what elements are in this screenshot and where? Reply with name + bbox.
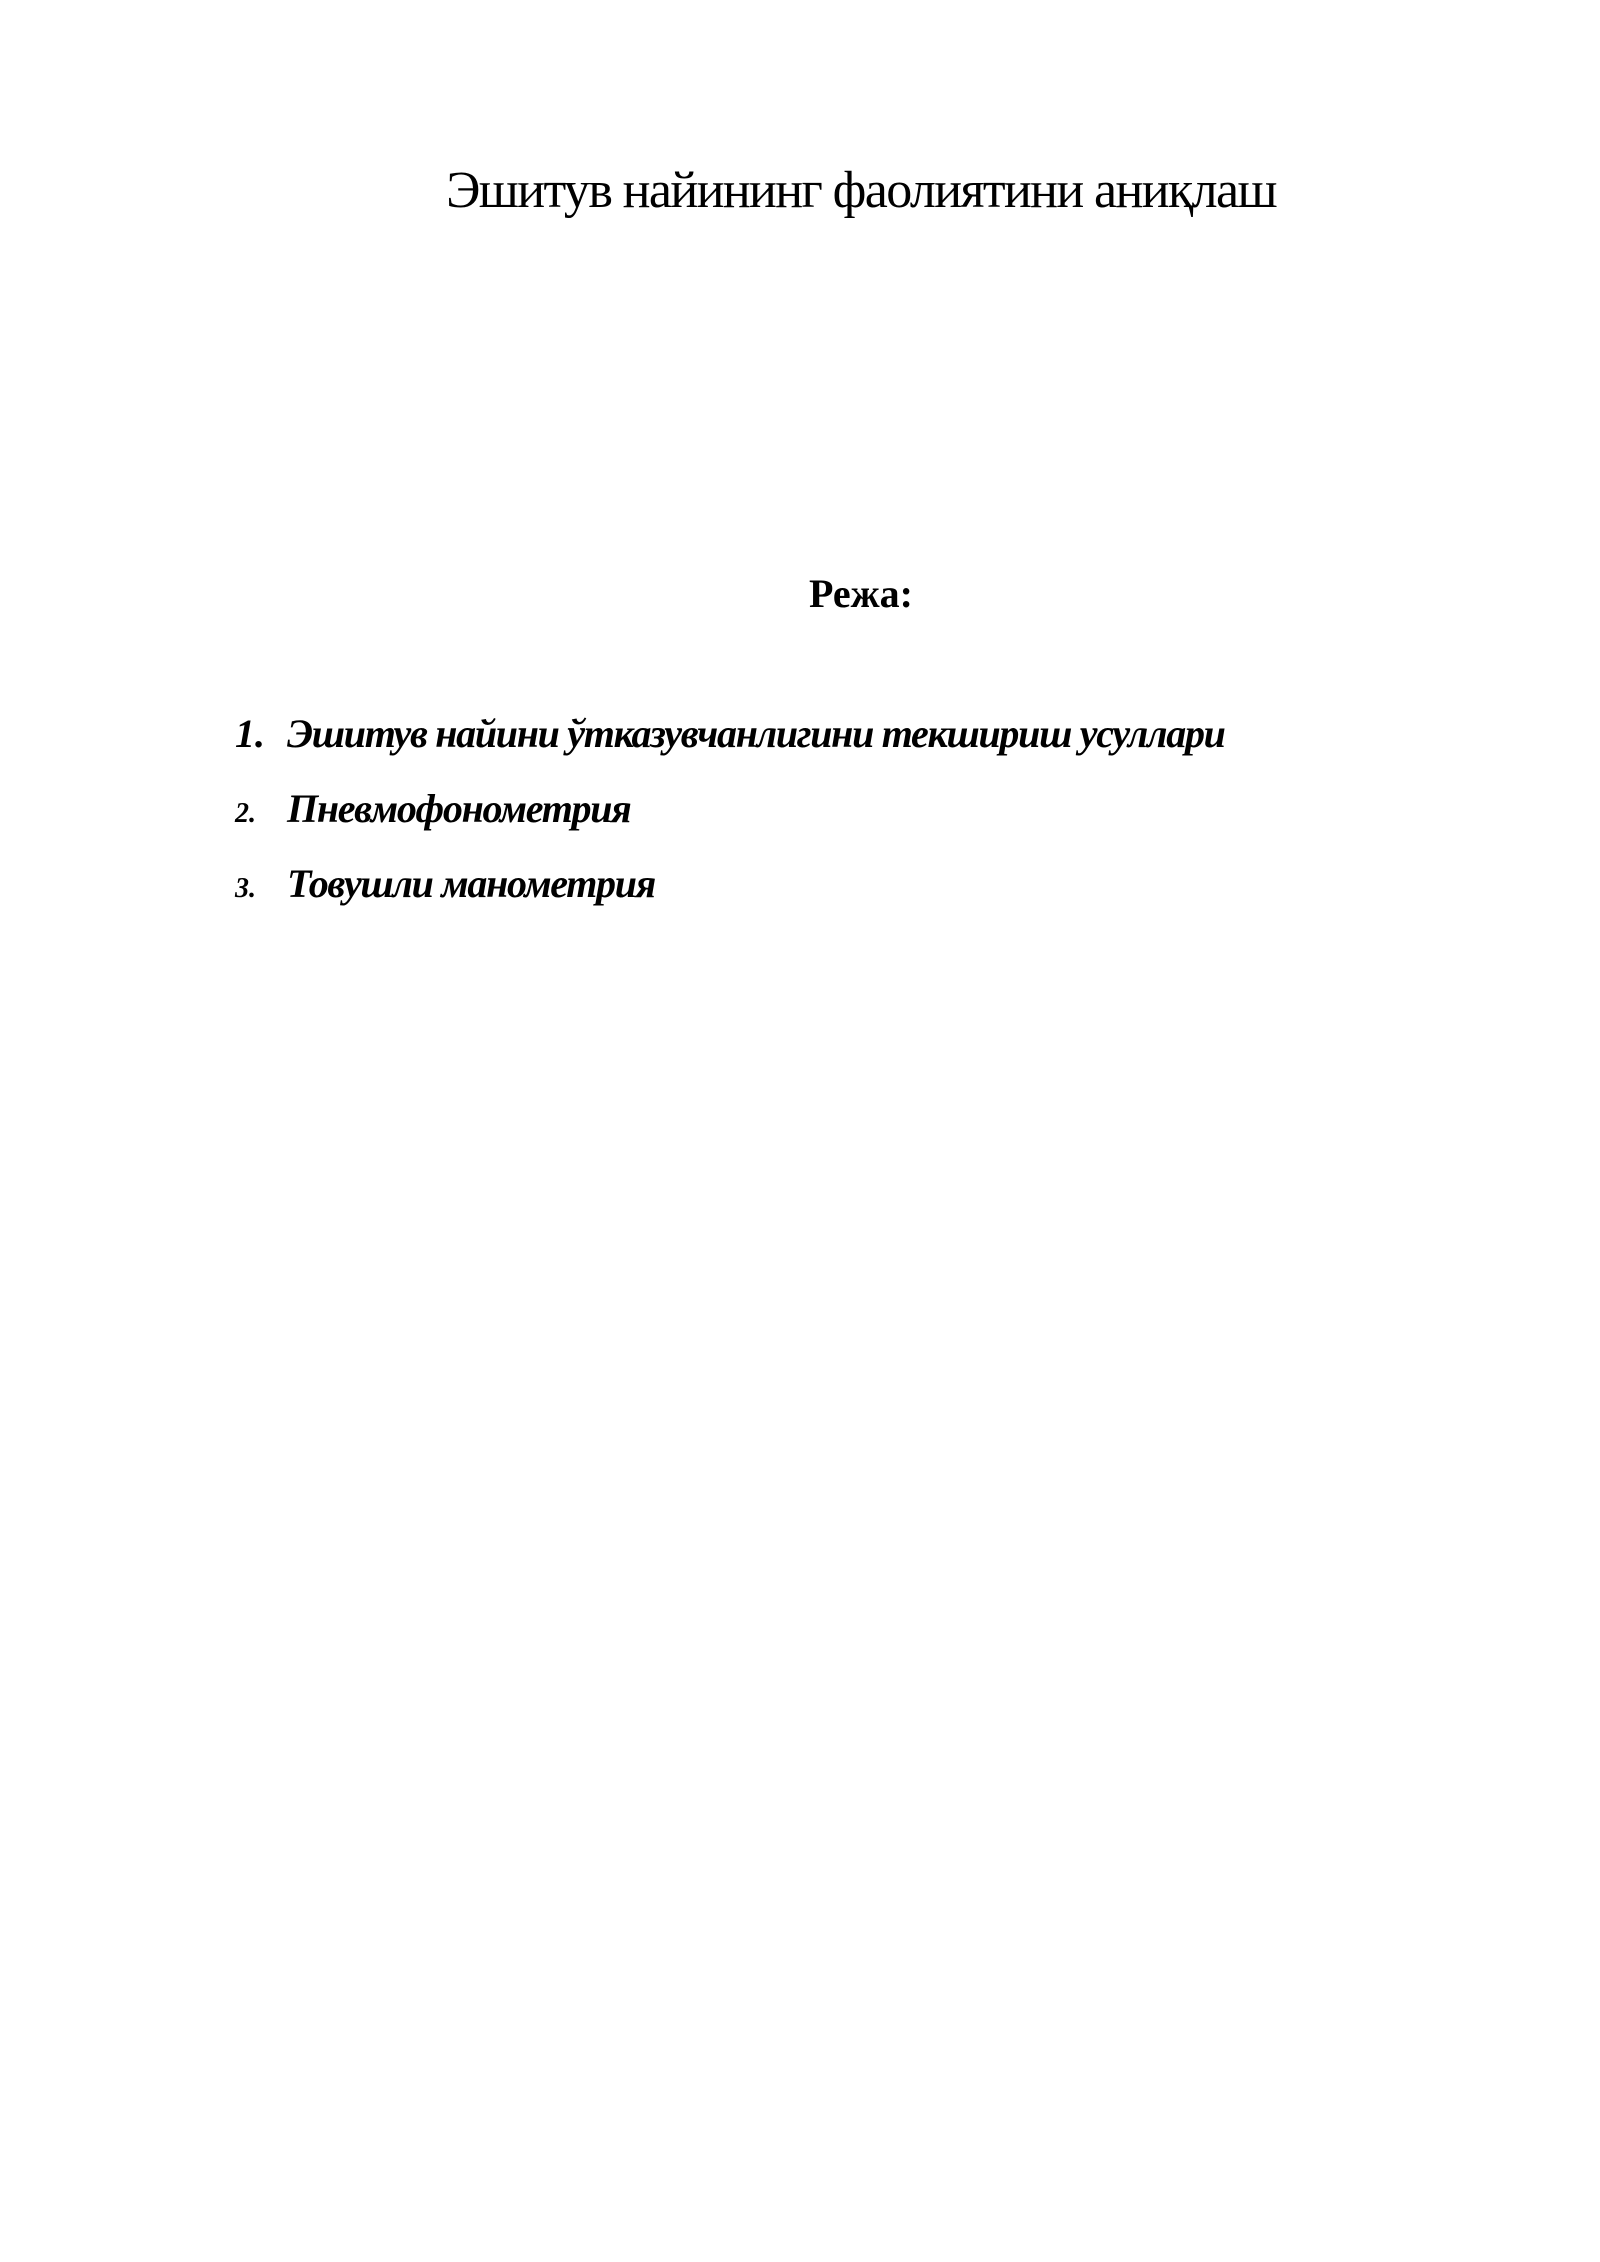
plan-list [235, 710, 1225, 935]
plan-item-2 [235, 785, 1225, 860]
plan-heading: Режа: [809, 571, 913, 616]
plan-item-number: 3. [235, 873, 256, 904]
plan-item-text: Пневмофонометрия [287, 786, 631, 831]
plan-item-3 [235, 860, 1225, 935]
plan-item-1 [235, 710, 1225, 785]
plan-item-number: 1. [235, 711, 265, 756]
plan-item-text: Эшитув найини ўтказувчанлигини текшириш усуллари [287, 711, 1225, 756]
plan-item-number: 2. [235, 798, 256, 829]
plan-item-text: Товушли манометрия [287, 861, 655, 906]
document-title: Эшитув найининг фаолиятини аниқлаш [446, 162, 1276, 219]
